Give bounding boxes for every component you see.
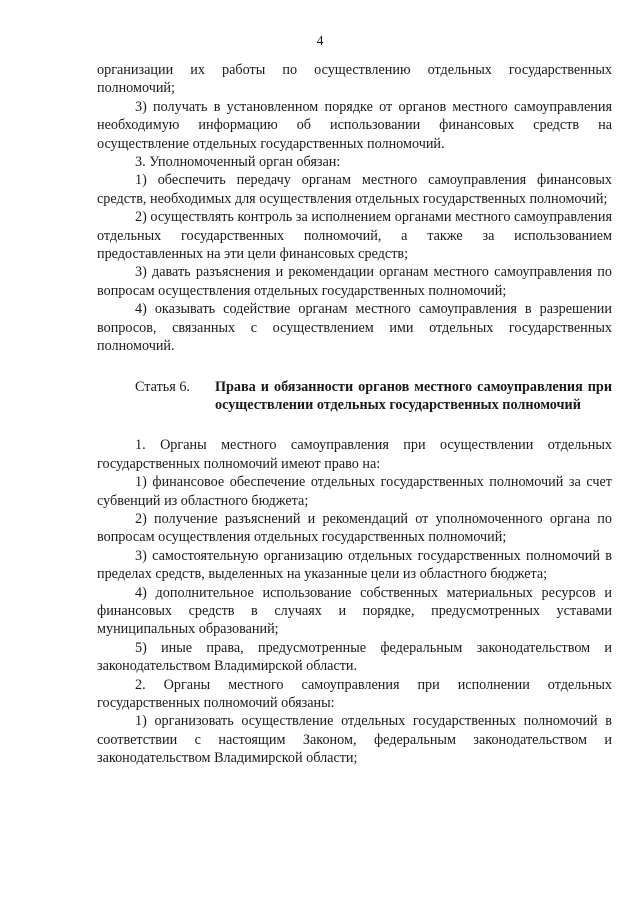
paragraph: 4) дополнительное использование собственных материальных ресурсов и финансовых средств в случаях и порядке, предусмотренных уставами муниципальных образований; xyxy=(97,584,612,638)
paragraph: 2) осуществлять контроль за исполнением органами местного самоуправления отдельных государственных полномочий, а также за использованием предоставленных на эти цели финансовых средств; xyxy=(97,209,612,263)
paragraph: 3. Уполномоченный орган обязан: xyxy=(135,154,341,171)
paragraph: 1) финансовое обеспечение отдельных государственных полномочий за счет субвенций из областного бюджета; xyxy=(97,474,612,509)
paragraph: 1) обеспечить передачу органам местного самоуправления финансовых средств, необходимых для осуществления отдельных государственных полномочий; xyxy=(97,172,612,207)
bottom-paragraphs xyxy=(97,436,612,767)
article-title: Права и обязанности органов местного самоуправления при осуществлении отдельных государственных полномочий xyxy=(215,378,612,413)
paragraph: 3) самостоятельную организацию отдельных государственных полномочий в пределах средств, выделенных на указанные цели из областного бюджета; xyxy=(97,547,612,583)
paragraph: 5) иные права, предусмотренные федеральным законодательством и законодательством Владимирской области. xyxy=(97,639,612,675)
article-label: Статья 6. xyxy=(135,378,190,395)
paragraph: 1) организовать осуществление отдельных государственных полномочий в соответствии с настоящим Законом, федеральным законодательством и законодательством Владимирской области; xyxy=(97,713,612,767)
paragraph: 3) давать разъяснения и рекомендации органам местного самоуправления по вопросам осуществления отдельных государственных полномочий; xyxy=(97,264,612,299)
paragraph: 3) получать в установленном порядке от органов местного самоуправления необходимую информацию об использовании финансовых средств на осуществление отдельных государственных полномочий. xyxy=(97,98,612,152)
top-paragraphs xyxy=(97,61,612,356)
article-heading xyxy=(97,378,612,415)
paragraph: 2. Органы местного самоуправления при исполнении отдельных государственных полномочий обязаны: xyxy=(97,676,612,711)
paragraph: 1. Органы местного самоуправления при осуществлении отдельных государственных полномочий имеют право на: xyxy=(97,437,612,472)
page-number: 4 xyxy=(316,34,324,49)
paragraph: организации их работы по осуществлению отдельных государственных полномочий; xyxy=(97,62,612,97)
paragraph: 4) оказывать содействие органам местного самоуправления в разрешении вопросов, связанных с осуществлением ими отдельных государственных полномочий. xyxy=(97,301,612,355)
document-body xyxy=(97,61,612,768)
paragraph: 2) получение разъяснений и рекомендаций от уполномоченного органа по вопросам осуществления отдельных государственных полномочий; xyxy=(97,510,612,546)
